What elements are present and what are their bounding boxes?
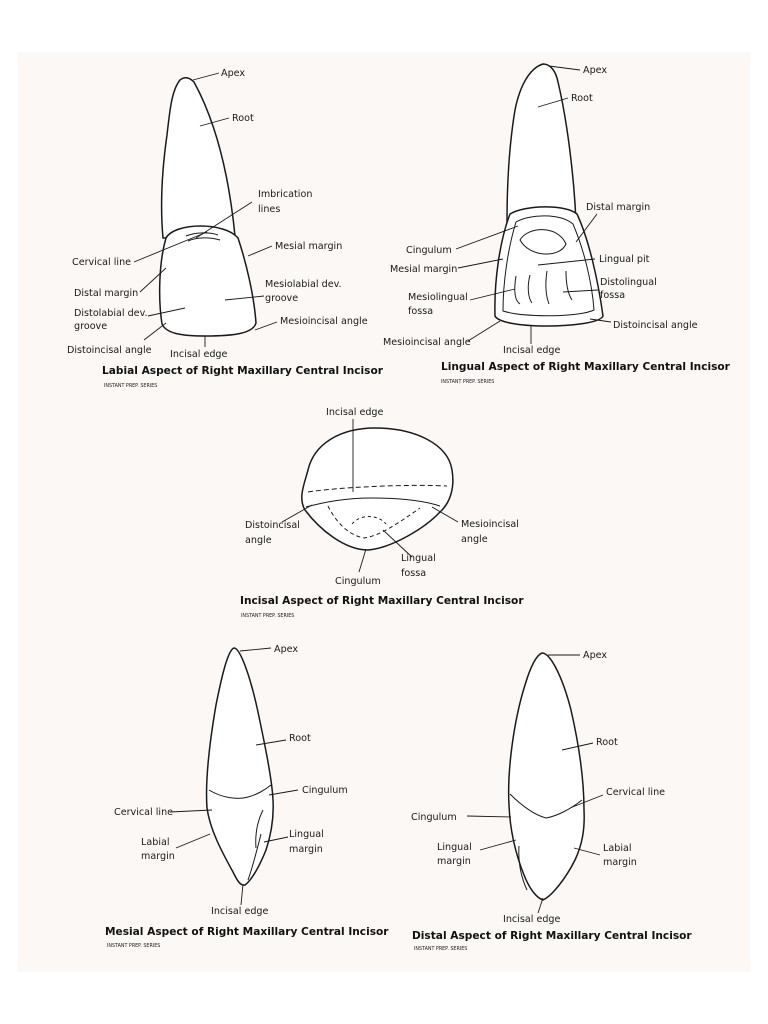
mesial-labial-margin-label-2: margin <box>141 851 175 862</box>
mesial-tooth-outline <box>207 648 274 885</box>
lingual-distolingual-label-2: fossa <box>600 290 626 301</box>
mesial-apex-label: Apex <box>274 644 299 655</box>
lingual-cingulum-label: Cingulum <box>406 245 452 256</box>
lingual-distoincisal-angle-label: Distoincisal angle <box>613 320 698 331</box>
lingual-aspect-figure <box>383 64 731 385</box>
lingual-pit-label: Lingual pit <box>599 254 650 265</box>
labial-root-outline <box>162 78 235 238</box>
mesial-incisal-edge-label: Incisal edge <box>211 906 269 917</box>
incisal-mesioincisal-label-1: Mesioincisal <box>461 519 519 530</box>
labial-apex-label: Apex <box>221 68 246 79</box>
labial-distoincisal-angle-label: Distoincisal angle <box>67 345 152 356</box>
distal-lingual-margin-label-2: margin <box>437 856 471 867</box>
incisal-edge-label: Incisal edge <box>326 407 384 418</box>
distal-tooth-outline <box>509 653 585 900</box>
incisal-distoincisal-label-2: angle <box>245 535 272 546</box>
mesial-labial-margin-label-1: Labial <box>141 837 170 848</box>
distal-subcaption: INSTANT PREP. SERIES <box>414 947 468 952</box>
labial-mesial-margin-label: Mesial margin <box>275 241 343 252</box>
mesial-caption: Mesial Aspect of Right Maxillary Central Incisor <box>105 926 389 938</box>
lingual-distal-margin-label: Distal margin <box>586 202 651 213</box>
distal-caption: Distal Aspect of Right Maxillary Central Incisor <box>412 930 692 942</box>
distal-apex-label: Apex <box>583 650 608 661</box>
distal-incisal-edge-label: Incisal edge <box>503 914 561 925</box>
lingual-mesioincisal-angle-label: Mesioincisal angle <box>383 337 471 348</box>
mesial-lingual-margin-label-2: margin <box>289 844 323 855</box>
distal-labial-margin-label-2: margin <box>603 857 637 868</box>
lingual-mesiolingual-label-1: Mesiolingual <box>408 292 468 303</box>
incisal-outline <box>302 428 453 550</box>
distal-aspect-figure <box>411 650 692 952</box>
labial-distal-margin-label: Distal margin <box>74 288 139 299</box>
lingual-mesial-margin-label: Mesial margin <box>390 264 458 275</box>
labial-mesiolabial-label-2: groove <box>265 293 299 304</box>
lingual-incisal-edge-label: Incisal edge <box>503 345 561 356</box>
mesial-lingual-margin-label-1: Lingual <box>289 829 324 840</box>
labial-mesiolabial-label-1: Mesiolabial dev. <box>265 279 342 290</box>
labial-imbrication-label-2: lines <box>258 204 281 215</box>
distal-root-label: Root <box>596 737 618 748</box>
lingual-caption: Lingual Aspect of Right Maxillary Central Incisor <box>441 361 730 373</box>
distal-labial-margin-label-1: Labial <box>603 843 632 854</box>
labial-aspect-figure <box>67 68 384 389</box>
labial-root-label: Root <box>232 113 254 124</box>
mesial-root-label: Root <box>289 733 311 744</box>
labial-distolabial-label-1: Distolabial dev. <box>74 308 148 319</box>
lingual-distolingual-label-1: Distolingual <box>600 277 657 288</box>
labial-mesioincisal-angle-label: Mesioincisal angle <box>280 316 368 327</box>
incisal-mesioincisal-label-2: angle <box>461 534 488 545</box>
lingual-subcaption: INSTANT PREP. SERIES <box>441 380 495 385</box>
labial-caption: Labial Aspect of Right Maxillary Central Incisor <box>102 365 383 377</box>
distal-cervical-line-label: Cervical line <box>606 787 666 798</box>
tooth-diagrams <box>18 52 750 972</box>
lingual-apex-label: Apex <box>583 65 608 76</box>
labial-distolabial-label-2: groove <box>74 321 108 332</box>
incisal-lingual-fossa-label-2: fossa <box>401 568 427 579</box>
lingual-mesiolingual-label-2: fossa <box>408 306 434 317</box>
mesial-cingulum-label: Cingulum <box>302 785 348 796</box>
labial-subcaption: INSTANT PREP. SERIES <box>104 384 158 389</box>
incisal-subcaption: INSTANT PREP. SERIES <box>241 614 295 619</box>
incisal-lingual-fossa-label-1: Lingual <box>401 553 436 564</box>
lingual-root-label: Root <box>571 93 593 104</box>
lingual-root-outline <box>507 64 576 222</box>
labial-crown-outline <box>160 226 256 336</box>
mesial-cervical-line-label: Cervical line <box>114 807 174 818</box>
paper-sheet <box>18 52 750 972</box>
incisal-aspect-figure <box>240 407 524 619</box>
mesial-aspect-figure <box>105 644 389 949</box>
distal-cingulum-label: Cingulum <box>411 812 457 823</box>
incisal-caption: Incisal Aspect of Right Maxillary Central Incisor <box>240 595 524 607</box>
incisal-cingulum-label: Cingulum <box>335 576 381 587</box>
mesial-subcaption: INSTANT PREP. SERIES <box>107 944 161 949</box>
distal-lingual-margin-label-1: Lingual <box>437 842 472 853</box>
incisal-distoincisal-label-1: Distoincisal <box>245 520 300 531</box>
labial-imbrication-label-1: Imbrication <box>258 189 313 200</box>
labial-incisal-edge-label: Incisal edge <box>170 349 228 360</box>
labial-cervical-line-label: Cervical line <box>72 257 132 268</box>
